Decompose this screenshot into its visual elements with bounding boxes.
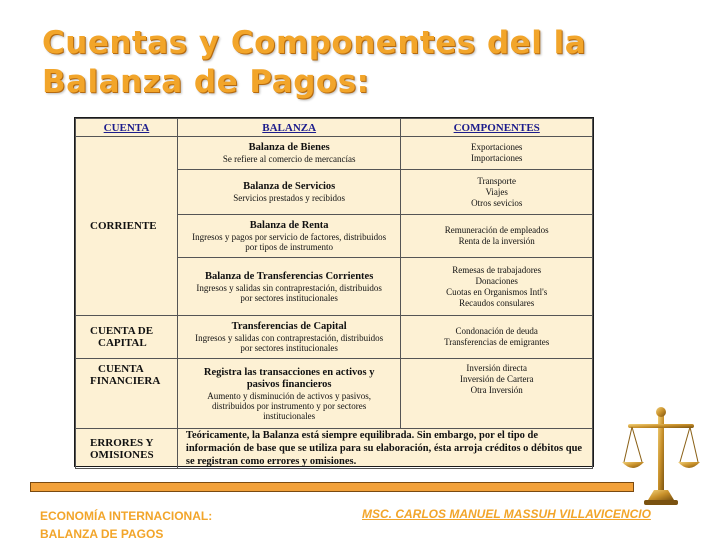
- components-cell: [401, 137, 593, 170]
- balanza-title: Transferencias de Capital: [231, 321, 347, 332]
- accounts-table: [74, 117, 594, 467]
- footer-course-line1: ECONOMÍA INTERNACIONAL:: [40, 509, 213, 523]
- component-item: Transferencias de emigrantes: [444, 337, 550, 347]
- balanza-title: Registra las transacciones en activos y pasivos financieros: [203, 366, 375, 390]
- component-item: Inversión de Cartera: [459, 374, 534, 384]
- table-row: [76, 429, 593, 469]
- slide-title: [42, 24, 602, 102]
- header-componentes: COMPONENTES: [401, 119, 593, 137]
- component-item: Remesas de trabajadores: [452, 264, 542, 275]
- balanza-cell: [177, 137, 400, 170]
- errores-text: Teóricamente, la Balanza está siempre equilibrada. Sin embargo, por el tipo de información de base que se utiliza para su elaboración, ésta arroja créditos o débitos que se registran como errores y omisiones.: [177, 429, 592, 469]
- components-cell: [401, 215, 593, 258]
- balanza-desc: Aumento y disminución de activos y pasivos, distribuidos por instrumento y por sectores institucionales: [207, 390, 372, 421]
- balance-scale-icon: [620, 404, 702, 508]
- balanza-title: Balanza de Renta: [249, 220, 329, 231]
- component-item: Otra Inversión: [470, 385, 523, 395]
- balanza-cell: [177, 170, 400, 215]
- header-balanza: BALANZA: [177, 119, 400, 137]
- component-item: Transporte: [477, 175, 517, 186]
- component-item: Otros sevicios: [471, 197, 523, 208]
- components-cell: [401, 170, 593, 215]
- table-row: [76, 137, 593, 170]
- balanza-desc: Ingresos y salidas con contraprestación, distribuidos por sectores institucionales: [195, 333, 384, 353]
- account-line: FINANCIERA: [90, 375, 161, 387]
- footer-author: MSC. CARLOS MANUEL MASSUH VILLAVICENCIO: [362, 507, 651, 521]
- components-cell: [401, 258, 593, 316]
- component-item: Renta de la inversión: [458, 236, 535, 246]
- account-line: CUENTA: [98, 363, 144, 375]
- component-item: Cuotas en Organismos Intl's: [446, 286, 548, 297]
- footer-course: [40, 507, 212, 543]
- component-item: Inversión directa: [466, 363, 528, 373]
- account-capital: [76, 316, 178, 359]
- balanza-cell: [177, 359, 400, 429]
- header-cuenta: CUENTA: [76, 119, 178, 137]
- balanza-cell: [177, 316, 400, 359]
- balance-table: [75, 118, 593, 469]
- component-item: Donaciones: [475, 275, 518, 286]
- account-line: CUENTA DE: [90, 325, 154, 337]
- account-errores: [76, 429, 178, 469]
- component-item: Recaudos consulares: [459, 297, 535, 308]
- account-corriente: CORRIENTE: [76, 137, 178, 316]
- account-financiera: [76, 359, 178, 429]
- balanza-title: Balanza de Transferencias Corrientes: [205, 270, 374, 282]
- component-item: Viajes: [485, 186, 508, 197]
- table-row: [76, 316, 593, 359]
- balanza-cell: [177, 258, 400, 316]
- footer-course-line2: BALANZA DE PAGOS: [40, 527, 164, 541]
- balanza-title: Balanza de Bienes: [248, 142, 330, 153]
- balanza-title: Balanza de Servicios: [243, 181, 336, 192]
- components-cell: [401, 316, 593, 359]
- footer-bar: [30, 482, 634, 492]
- header-row: [76, 119, 593, 137]
- component-item: Condonación de deuda: [455, 326, 538, 336]
- balanza-desc: Se refiere al comercio de mercancías: [222, 154, 356, 164]
- balanza-desc: Ingresos y pagos por servicio de factores, distribuidos por tipos de instrumento: [192, 232, 387, 252]
- balanza-cell: [177, 215, 400, 258]
- title-line-2: Balanza de Pagos:: [42, 64, 370, 100]
- component-item: Remuneración de empleados: [444, 225, 549, 235]
- components-cell: [401, 359, 593, 429]
- account-line: CAPITAL: [98, 337, 147, 349]
- account-line: OMISIONES: [90, 448, 154, 461]
- balanza-desc: Ingresos y salidas sin contraprestación, distribuidos por sectores institucionales: [196, 282, 382, 303]
- title-line-1: Cuentas y Componentes del la: [42, 25, 587, 61]
- component-item: Exportaciones: [470, 142, 523, 152]
- balanza-desc: Servicios prestados y recibidos: [233, 193, 346, 203]
- table-row: [76, 359, 593, 429]
- account-line: ERRORES Y: [90, 436, 154, 449]
- component-item: Importaciones: [470, 153, 523, 163]
